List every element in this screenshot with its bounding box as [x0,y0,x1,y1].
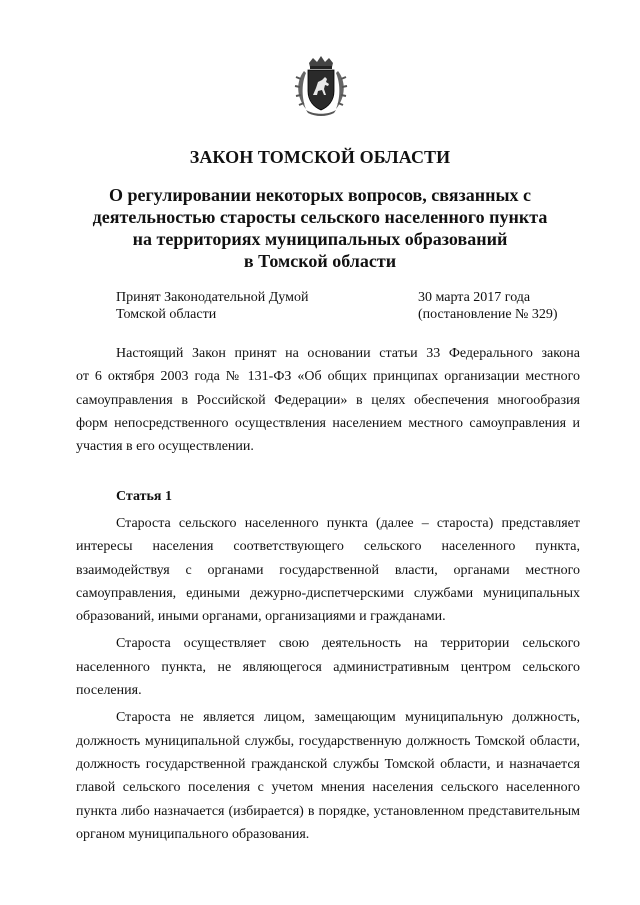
text-line: пункта либо назначается (избирается) в порядке, установленном представительным [76,803,580,819]
text-line: поселения. [76,683,142,699]
text-line: взаимодействуя с органами государственной власти, органами местного [76,562,580,578]
text-line: должность государственной гражданской службы Томской области, и назначается [76,756,580,772]
article-heading: Статья 1 [116,489,172,504]
adoption-line: Томской области [116,307,217,322]
text-line: самоуправления в Российской Федерации» в целях обеспечения многообразия [76,392,580,408]
article-paragraph [76,632,580,702]
article-paragraph [76,706,580,846]
adoption-line: Принят Законодательной Думой [116,290,309,305]
document-subtitle [60,184,580,272]
document-title: ЗАКОН ТОМСКОЙ ОБЛАСТИ [189,147,451,167]
text-line: должность муниципальной службы, государственную должность Томской области, [76,733,580,749]
text-line: главой сельского поселения с учетом мнения населения сельского населенного [76,780,580,796]
text-line: от 6 октября 2003 года № 131-ФЗ «Об общих принципах организации местного [76,369,580,385]
text-line: населенного пункта, не являющегося административным центром сельского [76,659,580,675]
adoption-date [418,289,558,323]
adoption-date-line: 30 марта 2017 года [418,290,531,305]
subtitle-line: на территориях муниципальных образований [132,229,508,249]
text-line: интересы населения соответствующего сельского населенного пункта, [76,539,580,555]
article-body [76,512,580,846]
subtitle-line: О регулировании некоторых вопросов, связанных с [109,185,531,205]
subtitle-line: в Томской области [243,251,397,271]
text-line: форм непосредственного осуществления населением местного самоуправления и [76,415,580,431]
text-line: участия в его осуществлении. [76,439,254,455]
adoption-resolution-line: (постановление № 329) [418,307,558,322]
text-line: Староста сельского населенного пункта (далее – староста) представляет [116,516,580,531]
text-line: самоуправления, едиными дежурно-диспетчерскими службами муниципальных [76,585,580,601]
text-line: образований, иными органами, организациями и гражданами. [76,609,446,625]
text-line: Староста осуществляет свою деятельность на территории сельского [116,636,580,652]
text-line: органом муниципального образования. [76,826,310,842]
text-line: Настоящий Закон принят на основании статьи 33 Федерального закона [116,346,580,361]
preamble-paragraph [76,342,580,458]
article-paragraph [76,512,580,628]
text-line: Староста не является лицом, замещающим муниципальную должность, [116,710,580,726]
adoption-authority [116,289,308,323]
subtitle-line: деятельностью старосты сельского населенного пункта [92,207,548,227]
coat-of-arms-icon [292,55,350,117]
